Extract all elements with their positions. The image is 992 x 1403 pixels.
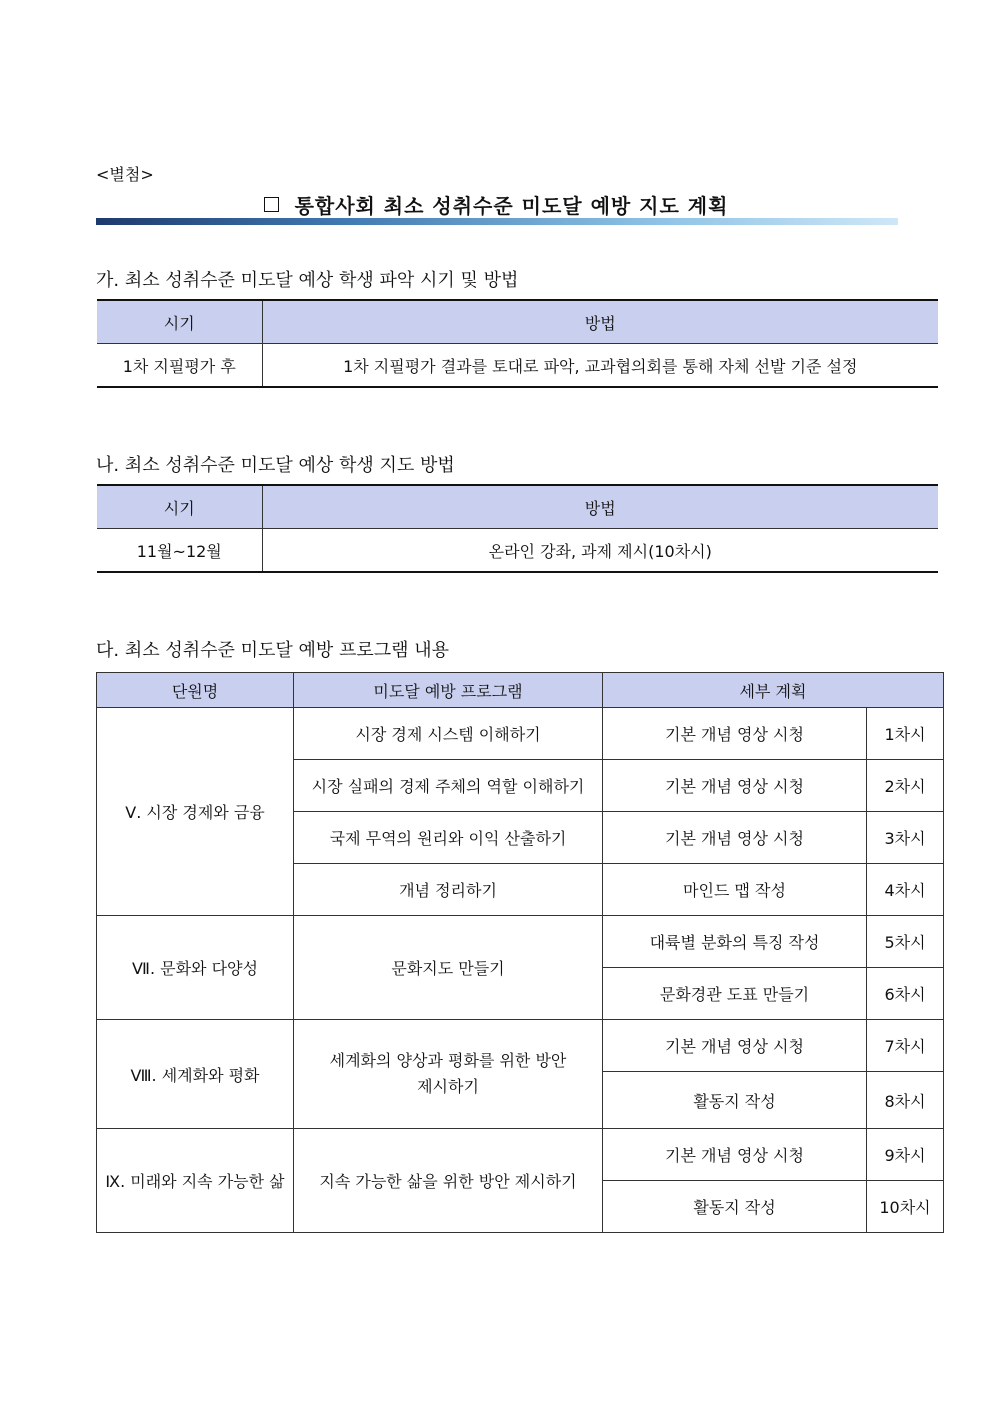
section-c-heading: 다. 최소 성취수준 미도달 예방 프로그램 내용 bbox=[96, 640, 450, 661]
page-title bbox=[0, 190, 992, 219]
plan-cell: 기본 개념 영상 시청 bbox=[603, 708, 867, 760]
program-cell: 국제 무역의 원리와 이익 산출하기 bbox=[294, 812, 603, 864]
period-cell: 1차 지필평가 후 bbox=[97, 344, 262, 388]
plan-cell: 문화경관 도표 만들기 bbox=[603, 968, 867, 1020]
table-row bbox=[97, 529, 938, 573]
table-row bbox=[97, 344, 938, 388]
section-c-table bbox=[96, 672, 944, 1233]
unit-cell: Ⅶ. 문화와 다양성 bbox=[97, 916, 294, 1020]
session-cell: 3차시 bbox=[867, 812, 944, 864]
header-method: 방법 bbox=[262, 485, 938, 529]
session-cell: 5차시 bbox=[867, 916, 944, 968]
session-cell: 10차시 bbox=[867, 1181, 944, 1233]
session-cell: 2차시 bbox=[867, 760, 944, 812]
period-cell: 11월~12월 bbox=[97, 529, 262, 573]
program-cell: 지속 가능한 삶을 위한 방안 제시하기 bbox=[294, 1129, 603, 1233]
plan-cell: 마인드 맵 작성 bbox=[603, 864, 867, 916]
program-cell: 문화지도 만들기 bbox=[294, 916, 603, 1020]
session-cell: 1차시 bbox=[867, 708, 944, 760]
plan-cell: 활동지 작성 bbox=[603, 1072, 867, 1129]
unit-cell: Ⅷ. 세계화와 평화 bbox=[97, 1020, 294, 1129]
program-cell: 시장 실패의 경제 주체의 역할 이해하기 bbox=[294, 760, 603, 812]
checkbox-square-icon bbox=[264, 197, 279, 212]
program-cell: 시장 경제 시스템 이해하기 bbox=[294, 708, 603, 760]
header-period: 시기 bbox=[97, 300, 262, 344]
section-b-table bbox=[97, 484, 938, 573]
header-period: 시기 bbox=[97, 485, 262, 529]
section-b-heading: 나. 최소 성취수준 미도달 예상 학생 지도 방법 bbox=[96, 455, 455, 476]
header-unit: 단원명 bbox=[97, 673, 294, 708]
table-row bbox=[97, 1129, 944, 1181]
plan-cell: 기본 개념 영상 시청 bbox=[603, 1020, 867, 1072]
method-cell: 1차 지필평가 결과를 토대로 파악, 교과협의회를 통해 자체 선발 기준 설정 bbox=[262, 344, 938, 388]
unit-cell: Ⅴ. 시장 경제와 금융 bbox=[97, 708, 294, 916]
program-cell: 개념 정리하기 bbox=[294, 864, 603, 916]
page-title-text: 통합사회 최소 성취수준 미도달 예방 지도 계획 bbox=[294, 194, 729, 218]
section-a-table bbox=[97, 299, 938, 388]
plan-cell: 기본 개념 영상 시청 bbox=[603, 1129, 867, 1181]
header-program: 미도달 예방 프로그램 bbox=[294, 673, 603, 708]
method-cell: 온라인 강좌, 과제 제시(10차시) bbox=[262, 529, 938, 573]
title-underline-bar bbox=[96, 218, 898, 225]
session-cell: 6차시 bbox=[867, 968, 944, 1020]
table-row bbox=[97, 708, 944, 760]
table-row bbox=[97, 1020, 944, 1072]
plan-cell: 대륙별 분화의 특징 작성 bbox=[603, 916, 867, 968]
plan-cell: 기본 개념 영상 시청 bbox=[603, 760, 867, 812]
session-cell: 8차시 bbox=[867, 1072, 944, 1129]
session-cell: 4차시 bbox=[867, 864, 944, 916]
section-a-heading: 가. 최소 성취수준 미도달 예상 학생 파악 시기 및 방법 bbox=[96, 270, 519, 291]
attachment-label: <별첨> bbox=[96, 165, 154, 184]
plan-cell: 활동지 작성 bbox=[603, 1181, 867, 1233]
header-detail-plan: 세부 계획 bbox=[603, 673, 944, 708]
table-row bbox=[97, 916, 944, 968]
header-method: 방법 bbox=[262, 300, 938, 344]
unit-cell: Ⅸ. 미래와 지속 가능한 삶 bbox=[97, 1129, 294, 1233]
plan-cell: 기본 개념 영상 시청 bbox=[603, 812, 867, 864]
session-cell: 9차시 bbox=[867, 1129, 944, 1181]
program-cell: 세계화의 양상과 평화를 위한 방안 제시하기 bbox=[294, 1020, 603, 1129]
session-cell: 7차시 bbox=[867, 1020, 944, 1072]
